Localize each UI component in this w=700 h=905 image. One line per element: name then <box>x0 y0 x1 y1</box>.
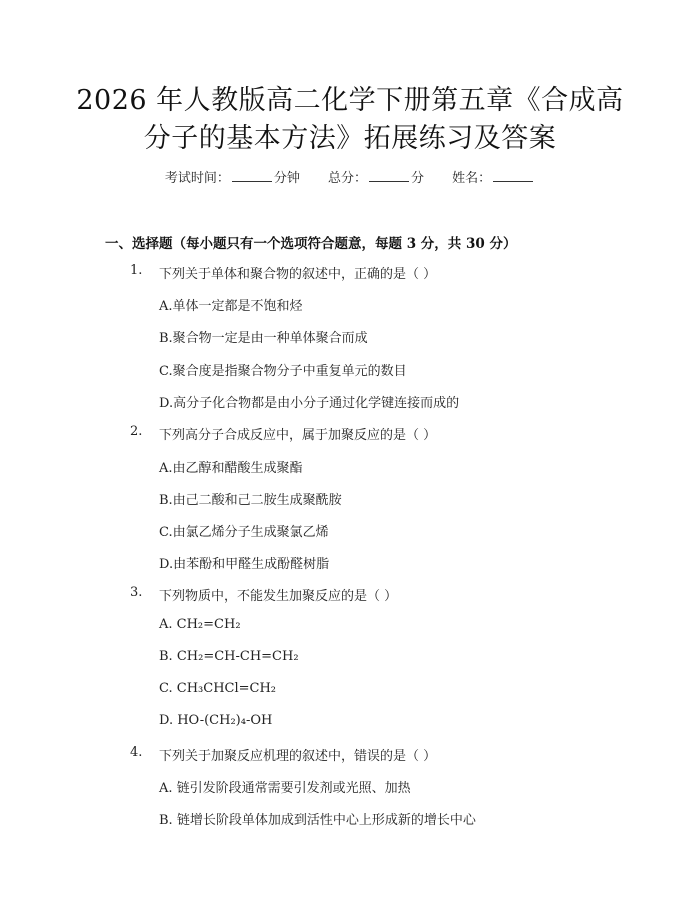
total-score-blank <box>369 169 409 182</box>
question-number: 4. <box>130 745 143 760</box>
option-a: A. 链引发阶段通常需要引发剂或光照、加热 <box>159 781 411 796</box>
exam-time-unit: 分钟 <box>273 171 300 186</box>
student-name-blank <box>493 169 533 182</box>
question-text: 下列关于加聚反应机理的叙述中，错误的是（ ） <box>159 749 437 764</box>
option-a: A. CH₂=CH₂ <box>159 617 241 632</box>
exam-time-field <box>165 171 304 186</box>
option-d: D.高分子化合物都是由小分子通过化学键连接而成的 <box>159 396 460 411</box>
question-number: 2. <box>130 424 143 439</box>
student-name-field <box>452 171 535 186</box>
question-text: 下列物质中，不能发生加聚反应的是（ ） <box>159 589 398 604</box>
question-text: 下列关于单体和聚合物的叙述中，正确的是（ ） <box>159 267 437 282</box>
question-number: 3. <box>130 585 143 600</box>
question-text: 下列高分子合成反应中，属于加聚反应的是（ ） <box>159 428 437 443</box>
exam-time-label: 考试时间： <box>164 171 230 186</box>
option-c: C.聚合度是指聚合物分子中重复单元的数目 <box>159 364 407 379</box>
document-title-line-1: 2026 年人教版高二化学下册第五章《合成高 <box>76 85 624 116</box>
option-b: B.聚合物一定是由一种单体聚合而成 <box>159 331 368 346</box>
total-score-label: 总分： <box>327 171 367 186</box>
option-b: B.由己二酸和己二胺生成聚酰胺 <box>159 493 342 508</box>
option-a: A.单体一定都是不饱和烃 <box>159 299 303 314</box>
option-d: D. HO-(CH₂)₄-OH <box>159 713 273 728</box>
exam-time-blank <box>232 169 272 182</box>
option-c: C.由氯乙烯分子生成聚氯乙烯 <box>159 525 329 540</box>
section-heading: 一、选择题（每小题只有一个选项符合题意，每题 3 分，共 30 分） <box>105 236 517 252</box>
total-score-unit: 分 <box>411 171 425 186</box>
option-d: D.由苯酚和甲醛生成酚醛树脂 <box>159 557 330 572</box>
document-title-line-2: 分子的基本方法》拓展练习及答案 <box>143 123 557 154</box>
total-score-field <box>328 171 428 186</box>
student-name-label: 姓名： <box>452 171 492 186</box>
exam-info-line <box>0 167 700 186</box>
question-number: 1. <box>130 263 143 278</box>
option-b: B. 链增长阶段单体加成到活性中心上形成新的增长中心 <box>159 813 476 828</box>
option-a: A.由乙醇和醋酸生成聚酯 <box>159 461 303 476</box>
option-c: C. CH₃CHCl=CH₂ <box>159 681 277 696</box>
option-b: B. CH₂=CH-CH=CH₂ <box>159 649 299 664</box>
